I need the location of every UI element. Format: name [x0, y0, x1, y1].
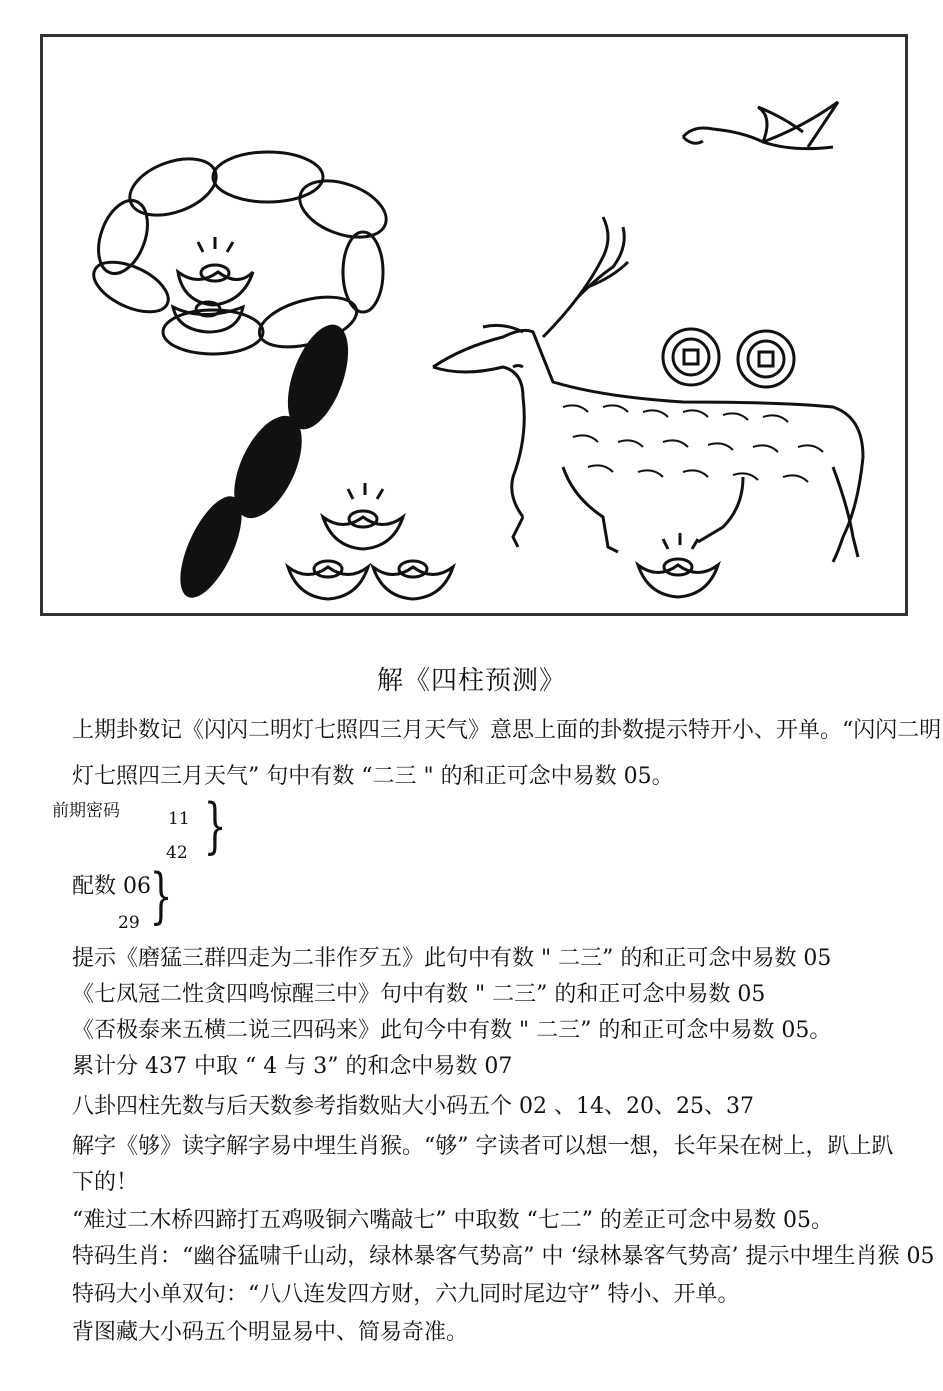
hint-line-6: 解字《够》读字解字易中埋生肖猴。“够” 字读者可以想一想，长年呆在树上，趴上趴	[72, 1134, 894, 1159]
ingot-pile	[288, 483, 453, 599]
prev-code-label: 前期密码	[52, 801, 120, 821]
deer	[433, 217, 863, 562]
ingot-right	[638, 533, 718, 597]
hint-line-3: 《否极泰来五横二说三四码来》此句今中有数 " 二三” 的和正可念中易数 05。	[72, 1018, 832, 1043]
text-line-1: 上期卦数记《闪闪二明灯七照四三月天气》意思上面的卦数提示特开小、开单。“闪闪二明	[72, 718, 942, 743]
hint-line-9: 特码生肖：“幽谷猛啸千山动，绿林暴客气势高” 中 ‘绿林暴客气势高’ 提示中埋生肖猴 05	[72, 1244, 935, 1269]
hint-line-2: 《七凤冠二性贪四鸣惊醒三中》句中有数 " 二三” 的和正可念中易数 05	[72, 982, 766, 1007]
brace-icon: }	[203, 791, 227, 861]
pair-label: 配数 06	[72, 874, 151, 899]
lantern-ring	[86, 148, 394, 356]
hint-line-5: 八卦四柱先数与后天数参考指数贴大小码五个 02 、14、20、25、37	[72, 1094, 754, 1119]
prev-code-a: 11	[168, 809, 190, 829]
text-line-2: 灯七照四三月天气” 句中有数 “二三 " 的和正可念中易数 05。	[72, 764, 674, 789]
hint-line-10: 特码大小单双句：“八八连发四方财，六九同时尾边守” 特小、开单。	[72, 1282, 740, 1307]
ingot-inner	[173, 237, 253, 332]
hint-line-11: 背图藏大小码五个明显易中、简易奇准。	[72, 1320, 469, 1345]
hint-line-8: “难过二木桥四蹄打五鸡吸铜六嘴敲七” 中取数 “七二” 的差正可念中易数 05。	[72, 1208, 833, 1233]
hint-line-1: 提示《磨猛三群四走为二非作歹五》此句中有数 " 二三” 的和正可念中易数 05	[72, 946, 832, 971]
hint-line-4: 累计分 437 中取 “ 4 与 3” 的和念中易数 07	[72, 1054, 513, 1079]
coins	[663, 329, 794, 387]
pair-value-b: 29	[118, 913, 140, 933]
bird	[683, 102, 838, 149]
prev-code-b: 42	[166, 843, 188, 863]
article-title: 解《四柱预测》	[376, 666, 566, 696]
illustration	[43, 37, 905, 613]
brace-icon: }	[149, 861, 173, 931]
illustration-frame	[40, 34, 908, 616]
hint-line-7: 下的！	[72, 1170, 139, 1195]
